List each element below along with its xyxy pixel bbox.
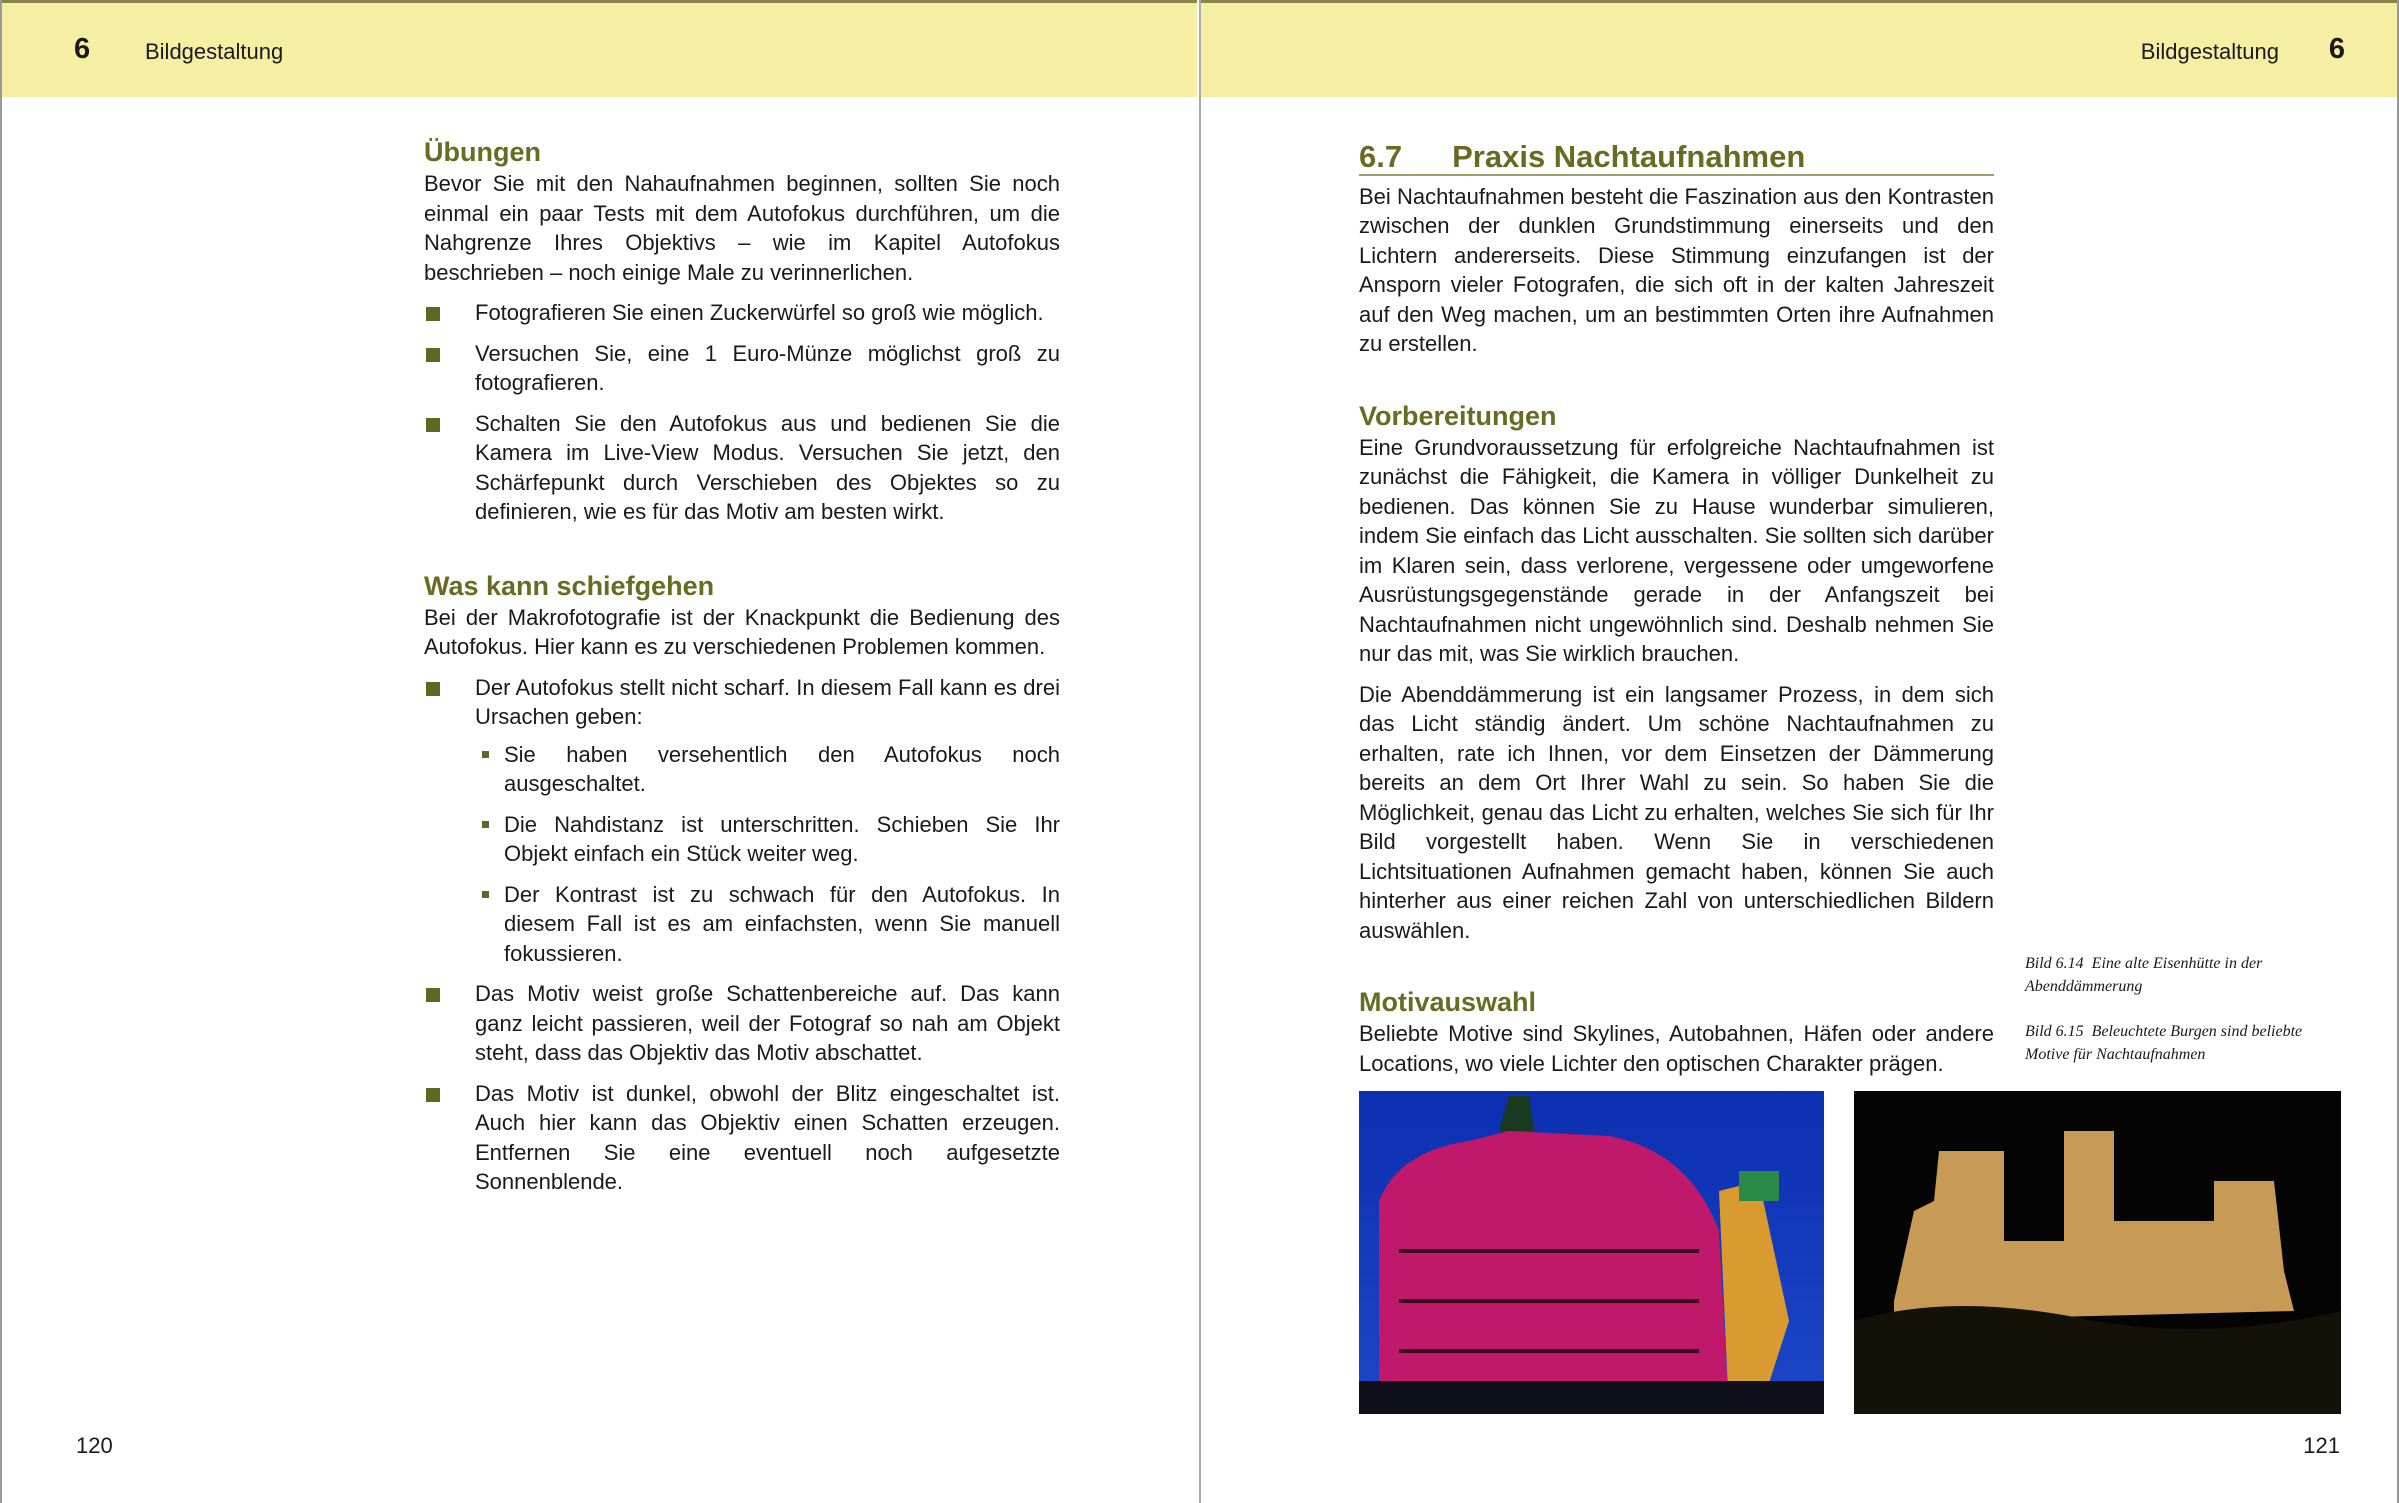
sub-list-item: Die Nahdistanz ist unterschritten. Schieben Sie Ihr Objekt einfach ein Stück weiter weg. — [475, 810, 1060, 869]
list-item-text: Der Autofokus stellt nicht scharf. In diesem Fall kann es drei Ursachen geben: — [475, 674, 1060, 729]
sub-bullet-list — [475, 740, 1060, 969]
list-item: Fotografieren Sie einen Zuckerwürfel so groß wie möglich. — [424, 298, 1060, 328]
running-title: Bildgestaltung — [2140, 39, 2279, 64]
list-item — [424, 673, 1060, 969]
bullet-list — [424, 298, 1060, 527]
heading-motivauswahl: Motivauswahl — [1359, 987, 1537, 1017]
paragraph: Eine Grundvoraussetzung für erfolgreiche Nachtaufnahmen ist zunächst die Fähigkeit, die Kamera in völliger Dunkelheit zu bedienen. Das können Sie zu Hause wunderbar simulieren, indem Sie einfach das Licht ausschalten. Sie sollten sich darüber im Klaren sein, dass verlorene, vergessene oder umgeworfene Ausrüstungsgegenstände gerade in der Anfangszeit bei Nachtaufnahmen nicht ungewöhnlich sind. Deshalb nehmen Sie nur das mit, was Sie wirklich brauchen. — [1359, 434, 1994, 666]
paragraph: Beliebte Motive sind Skylines, Autobahnen, Häfen oder andere Locations, wo viele Lichter den optischen Charakter prägen. — [1359, 1021, 1994, 1076]
paragraph: Die Abenddämmerung ist ein langsamer Prozess, in dem sich das Licht ständig ändert. Um schöne Nachtaufnahmen zu erhalten, rate ich Ihnen, vor dem Einsetzen der Dämmerung bereits an dem Ort Ihrer Wahl zu sein. So haben Sie die Möglichkeit, genau das Licht zu erhalten, welches Sie sich für Ihr Bild vorgestellt haben. Wenn Sie in verschiedenen Lichtsituationen Aufnahmen gemacht haben, können Sie auch hinterher aus einer reichen Zahl von unterschiedlichen Bildern auswählen. — [1359, 681, 1994, 943]
bullet-list — [424, 673, 1060, 1197]
list-item: Versuchen Sie, eine 1 Euro-Münze möglichst groß zu fotografieren. — [424, 339, 1060, 398]
left-text-column — [424, 135, 1060, 1208]
photo-ironworks — [1359, 1091, 1824, 1414]
photo-castle — [1854, 1091, 2341, 1414]
page-number: 121 — [2303, 1433, 2340, 1458]
caption-text: Eine alte Eisenhütte in der Abenddämmerung — [2025, 955, 2263, 995]
paragraph: Bevor Sie mit den Nahaufnahmen beginnen, sollten Sie noch einmal ein paar Tests mit dem Autofokus durchführen, um die Nahgrenze Ihres Objektivs – wie im Kapitel Autofokus beschrieben – noch einige Male zu verinnerlichen. — [424, 171, 1060, 285]
sub-list-item: Der Kontrast ist zu schwach für den Autofokus. In diesem Fall ist es am einfachsten, wenn Sie manuell fokussieren. — [475, 880, 1060, 969]
heading-uebungen: Übungen — [424, 137, 541, 167]
caption-6-14 — [2025, 952, 2345, 998]
section-title-text: Praxis Nachtaufnahmen — [1452, 139, 1806, 174]
caption-label: Bild 6.14 — [2025, 955, 2084, 972]
running-title: Bildgestaltung — [145, 39, 284, 64]
list-item: Das Motiv ist dunkel, obwohl der Blitz eingeschaltet ist. Auch hier kann das Objektiv einen Schatten erzeugen. Entfernen Sie eine eventuell noch aufgesetzte Sonnenblende. — [424, 1079, 1060, 1197]
paragraph: Bei Nachtaufnahmen besteht die Faszination aus den Kontrasten zwischen der dunklen Grundstimmung einerseits und den Lichtern andererseits. Diese Stimmung einzufangen ist der Ansporn vieler Fotografen, die sich oft in der kalten Jahreszeit auf den Weg machen, um an bestimmten Orten ihre Aufnahmen zu erstellen. — [1359, 183, 1994, 356]
section-title — [1359, 139, 1994, 176]
caption-label: Bild 6.15 — [2025, 1023, 2084, 1040]
chapter-number: 6 — [2328, 33, 2345, 65]
chapter-number: 6 — [74, 33, 91, 65]
right-text-column — [1359, 139, 1994, 1089]
left-page — [0, 0, 1197, 1503]
caption-text: Beleuchtete Burgen sind beliebte Motive für Nachtaufnahmen — [2025, 1023, 2303, 1063]
caption-6-15 — [2025, 1020, 2345, 1066]
page-number: 120 — [76, 1433, 113, 1458]
list-item: Das Motiv weist große Schattenbereiche auf. Das kann ganz leicht passieren, weil der Fotograf so nah am Objekt steht, dass das Objektiv das Motiv abschattet. — [424, 979, 1060, 1068]
paragraph: Bei der Makrofotografie ist der Knackpunkt die Bedienung des Autofokus. Hier kann es zu verschiedenen Problemen kommen. — [424, 604, 1060, 659]
running-header — [1201, 0, 2397, 97]
section-number: 6.7 — [1359, 139, 1403, 174]
running-header — [2, 0, 1197, 97]
heading-was-kann-schiefgehen: Was kann schiefgehen — [424, 570, 715, 601]
heading-vorbereitungen: Vorbereitungen — [1359, 400, 1557, 431]
list-item: Schalten Sie den Autofokus aus und bedienen Sie die Kamera im Live-View Modus. Versuchen Sie jetzt, den Schärfepunkt durch Verschieben des Objektes so zu definieren, wie es für das Motiv am besten wirkt. — [424, 409, 1060, 527]
sub-list-item: Sie haben versehentlich den Autofokus noch ausgeschaltet. — [475, 740, 1060, 799]
